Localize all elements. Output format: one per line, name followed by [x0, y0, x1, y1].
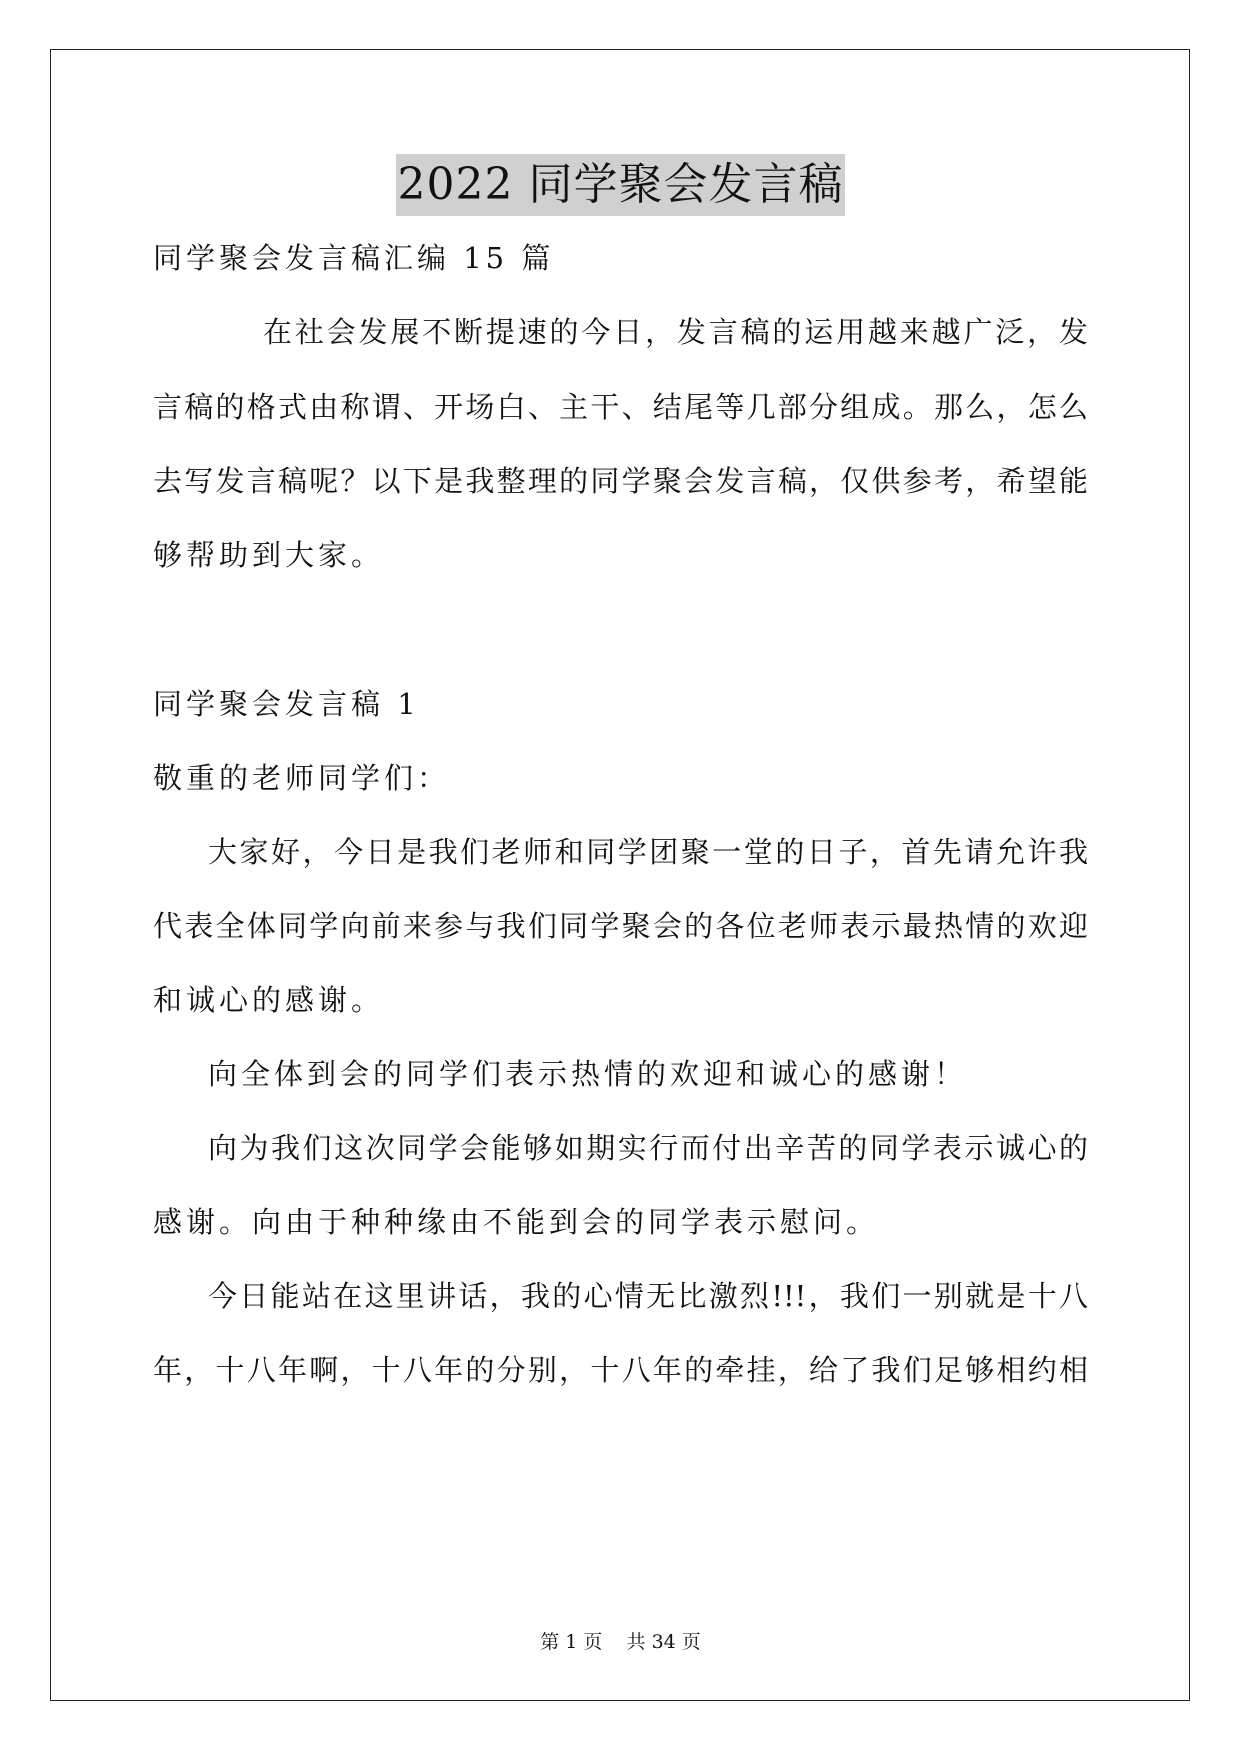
page-number: 第 1 页: [540, 1631, 603, 1653]
paragraph-line: 向为我们这次同学会能够如期实行而付出辛苦的同学表示诚心的: [208, 1131, 1088, 1165]
salutation: 敬重的老师同学们：: [153, 761, 451, 795]
document-subtitle: 同学聚会发言稿汇编 15 篇: [153, 241, 555, 275]
paragraph-line: 和诚心的感谢。: [153, 983, 385, 1017]
page-border: [50, 49, 1190, 1701]
paragraph-line: 代表全体同学向前来参与我们同学聚会的各位老师表示最热情的欢迎: [153, 909, 1088, 943]
paragraph-line: 大家好，今日是我们老师和同学团聚一堂的日子，首先请允许我: [208, 835, 1088, 869]
title-wrap: [0, 154, 1241, 216]
paragraph-line: 感谢。向由于种种缘由不能到会的同学表示慰问。: [153, 1205, 880, 1239]
document-title: 2022 同学聚会发言稿: [396, 154, 846, 216]
page-footer: [0, 1628, 1241, 1656]
page-total: 共 34 页: [626, 1631, 701, 1653]
paragraph-line: 言稿的格式由称谓、开场白、主干、结尾等几部分组成。那么，怎么: [153, 390, 1088, 424]
section-heading: 同学聚会发言稿 1: [153, 687, 420, 721]
paragraph-line: 年，十八年啊，十八年的分别，十八年的牵挂，给了我们足够相约相: [153, 1353, 1088, 1387]
paragraph-line: 今日能站在这里讲话，我的心情无比激烈!!!，我们一别就是十八: [208, 1279, 1088, 1313]
paragraph-line: 在社会发展不断提速的今日，发言稿的运用越来越广泛，发: [263, 315, 1088, 349]
paragraph-line: 去写发言稿呢？以下是我整理的同学聚会发言稿，仅供参考，希望能: [153, 464, 1088, 498]
paragraph-line: 向全体到会的同学们表示热情的欢迎和诚心的感谢！: [208, 1057, 968, 1091]
paragraph-line: 够帮助到大家。: [153, 538, 385, 572]
